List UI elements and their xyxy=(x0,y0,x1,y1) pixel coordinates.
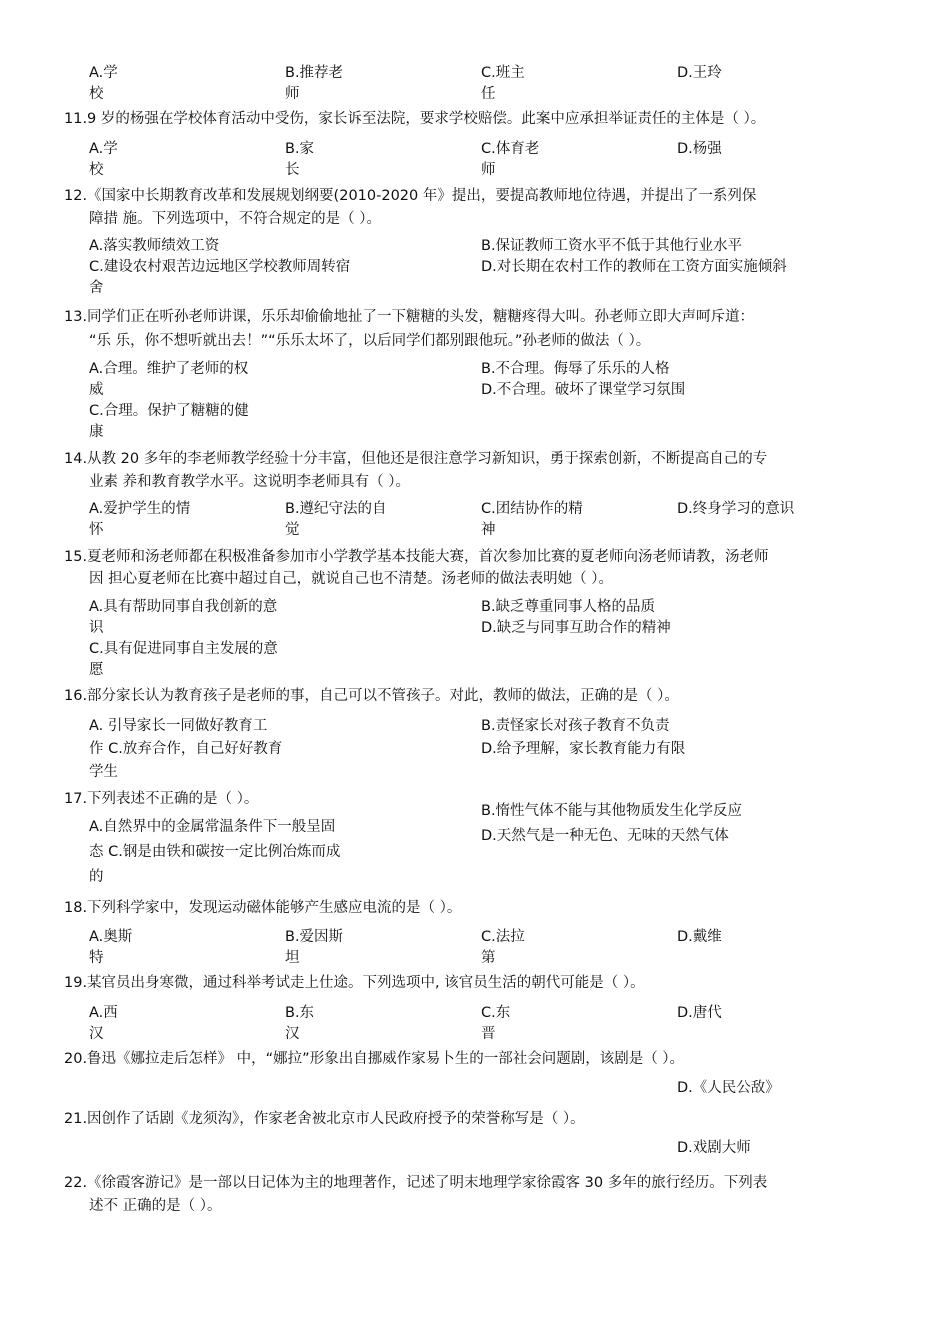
option-a-c: A.具有帮助同事自我创新的意 识 C.具有促进同事自主发展的意 愿 xyxy=(89,599,278,678)
option-d: D.戏剧大师 xyxy=(677,1140,751,1156)
question-20: 20.鲁迅《娜拉走后怎样》 中，“娜拉”形象出自挪威作家易卜生的一部社会问题剧，该剧是（ ）。 xyxy=(64,1051,685,1067)
question-14-cont: 业素 养和教育教学水平。这说明李老师具有（ ）。 xyxy=(89,474,410,490)
question-22: 22.《徐霞客游记》是一部以日记体为主的地理著作，记述了明末地理学家徐霞客 30 多年的旅行经历。下列表 xyxy=(64,1175,768,1191)
option-c: C.团结协作的精 神 xyxy=(481,501,583,538)
option-a: A.学 校 xyxy=(89,65,118,102)
option-c: C.东 晋 xyxy=(481,1005,511,1042)
question-14: 14.从教 20 多年的李老师教学经验十分丰富，但他还是很注意学习新知识，勇于探索创新，不断提高自己的专 xyxy=(64,451,768,467)
option-b-d: B.保证教师工资水平不低于其他行业水平 D.对长期在农村工作的教师在工资方面实施倾斜 xyxy=(481,238,787,275)
option-d: D.唐代 xyxy=(677,1005,722,1021)
question-19: 19.某官员出身寒微，通过科举考试走上仕途。下列选项中, 该官员生活的朝代可能是（ ）。 xyxy=(64,975,645,991)
option-b: B.家 长 xyxy=(285,141,315,178)
question-21: 21.因创作了话剧《龙须沟》，作家老舍被北京市人民政府授予的荣誉称写是（ ）。 xyxy=(64,1111,585,1127)
question-13: 13.同学们正在听孙老师讲课，乐乐却偷偷地扯了一下糖糖的头发，糖糖疼得大叫。孙老师立即大声呵斥道： xyxy=(64,309,755,325)
option-d: D.杨强 xyxy=(677,141,722,157)
option-a-c: A.自然界中的金属常温条件下一般呈固 态 C.钢是由铁和碳按一定比例冶炼而成 的 xyxy=(89,819,341,885)
option-a: A.学 校 xyxy=(89,141,118,178)
option-d: D.戴维 xyxy=(677,929,722,945)
question-12-cont: 障措 施。下列选项中，不符合规定的是（ ）。 xyxy=(89,211,381,227)
option-b-d: B.不合理。侮辱了乐乐的人格 D.不合理。破坏了课堂学习氛围 xyxy=(481,361,686,398)
question-22-cont: 述不 正确的是（ ）。 xyxy=(89,1198,222,1214)
option-b-d: B.惰性气体不能与其他物质发生化学反应 D.天然气是一种无色、无味的天然气体 xyxy=(481,803,743,844)
question-16: 16.部分家长认为教育孩子是老师的事，自己可以不管孩子。对此，教师的做法，正确的是（ ）。 xyxy=(64,688,679,704)
option-b: B.东 汉 xyxy=(285,1005,315,1042)
option-d: D.《人民公敌》 xyxy=(677,1080,780,1096)
option-c: C.法拉 第 xyxy=(481,929,525,966)
option-a: A.奥斯 特 xyxy=(89,929,133,966)
option-b-d: B.责怪家长对孩子教育不负责 D.给予理解，家长教育能力有限 xyxy=(481,718,686,757)
option-a: A.爱护学生的情 怀 xyxy=(89,501,191,538)
option-b: B.遵纪守法的自 觉 xyxy=(285,501,387,538)
question-11: 11.9 岁的杨强在学校体育活动中受伤，家长诉至法院，要求学校赔偿。此案中应承担举证责任的主体是（ ）。 xyxy=(64,111,766,127)
option-a-c: A.合理。维护了老师的权 威 C.合理。保护了糖糖的健 康 xyxy=(89,361,249,440)
question-18: 18.下列科学家中，发现运动磁体能够产生感应电流的是（ ）。 xyxy=(64,900,462,916)
question-12: 12.《国家中长期教育改革和发展规划纲要(2010-2020 年》提出，要提高教师地位待遇，并提出了一系列保 xyxy=(64,188,757,204)
option-b: B.爱因斯 坦 xyxy=(285,929,344,966)
question-17: 17.下列表述不正确的是（ ）。 xyxy=(64,791,259,807)
option-c: C.班主 任 xyxy=(481,65,525,102)
option-b: B.推荐老 师 xyxy=(285,65,344,102)
option-d: D.王玲 xyxy=(677,65,722,81)
option-c: C.体育老 师 xyxy=(481,141,540,178)
option-a-c: A.落实教师绩效工资 C.建设农村艰苦边远地区学校教师周转宿 舍 xyxy=(89,238,351,296)
option-a-c: A. 引导家长一同做好教育工 作 C.放弃合作，自己好好教育 学生 xyxy=(89,718,283,780)
question-13-cont: “乐 乐，你不想听就出去！”“乐乐太坏了，以后同学们都别跟他玩。”孙老师的做法（ ）。 xyxy=(89,333,651,349)
option-b-d: B.缺乏尊重同事人格的品质 D.缺乏与同事互助合作的精神 xyxy=(481,599,671,636)
question-15-cont: 因 担心夏老师在比赛中超过自己，就说自己也不清楚。汤老师的做法表明她（ ）。 xyxy=(89,571,613,587)
option-d: D.终身学习的意识 xyxy=(677,501,795,517)
option-a: A.西 汉 xyxy=(89,1005,118,1042)
question-15: 15.夏老师和汤老师都在积极准备参加市小学教学基本技能大赛，首次参加比赛的夏老师向汤老师请教，汤老师 xyxy=(64,549,769,565)
